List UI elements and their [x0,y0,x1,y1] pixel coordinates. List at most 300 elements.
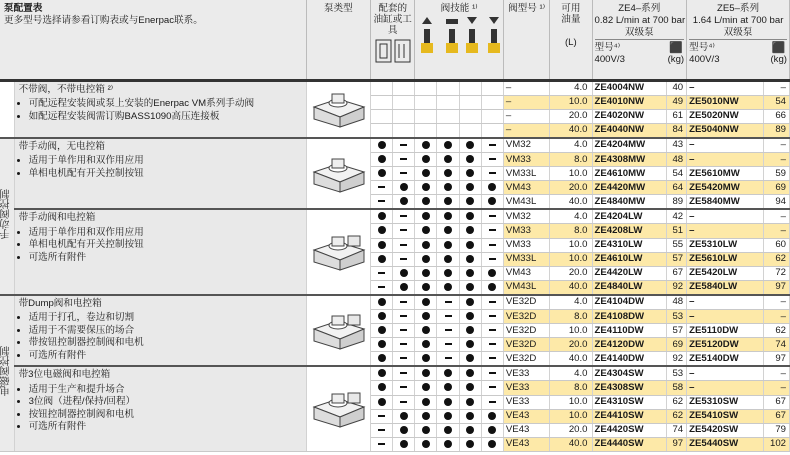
feature-cell [437,266,459,280]
not-available-dash [445,343,452,345]
ze4-model-cell: ZE4010NW [592,95,667,109]
feature-cell [437,409,459,423]
feature-cell [437,252,459,266]
feature-cell [371,324,393,338]
valve-model-cell: VM33L [503,252,549,266]
ze4-model-cell: ZE4040NW [592,123,667,138]
available-dot [444,440,452,448]
oil-capacity-cell: 4.0 [550,138,592,153]
ze5-weight-cell: – [763,366,789,381]
feature-cell [481,152,503,166]
ze5-weight-cell: 79 [763,423,789,437]
ze4-model-cell: ZE4104DW [592,295,667,310]
pump-illustration [310,154,366,194]
feature-cell [415,238,437,252]
oil-capacity-cell: 8.0 [550,310,592,324]
feature-cell [437,123,459,138]
ze5-model-cell: ZE5840MW [687,195,764,210]
not-available-dash [378,186,385,188]
available-dot [400,426,408,434]
available-dot [422,312,430,320]
oil-capacity-cell: 8.0 [550,224,592,238]
feature-cell [437,224,459,238]
available-dot [378,226,386,234]
feature-bullet: • 可选所有附件 [29,350,302,363]
not-available-dash [445,357,452,359]
feature-cell [459,167,481,181]
feature-cell [371,224,393,238]
not-available-dash [400,244,407,246]
side-label-manual: 手动阀控制 [0,138,14,295]
oil-capacity-cell: 4.0 [550,366,592,381]
oil-capacity-cell: 40.0 [550,437,592,451]
available-dot [422,398,430,406]
available-dot [378,141,386,149]
oil-capacity-cell: 10.0 [550,395,592,409]
valve-model-cell: VM43L [503,280,549,295]
not-available-dash [489,343,496,345]
ze5-model-cell: ZE5310LW [687,238,764,252]
available-dot [466,298,474,306]
ze5-model-cell: – [687,209,764,224]
not-available-dash [400,144,407,146]
feature-cell [393,181,415,195]
ze5-model-cell: – [687,152,764,166]
feature-cell [415,80,437,95]
ze5-model-cell: ZE5020NW [687,109,764,123]
feature-cell [459,381,481,395]
not-available-dash [489,215,496,217]
ze4-weight-cell: 64 [667,181,687,195]
table-header-title [0,0,306,80]
feature-cell [393,138,415,153]
not-available-dash [489,258,496,260]
available-dot [466,383,474,391]
feature-cell [459,138,481,153]
not-available-dash [445,301,452,303]
feature-cell [437,324,459,338]
ze5-model-cell: ZE5420SW [687,423,764,437]
available-dot [378,298,386,306]
feature-cell [481,280,503,295]
ze5-weight-cell: 102 [763,437,789,451]
feature-cell [481,324,503,338]
feature-cell [393,152,415,166]
feature-cell [393,80,415,95]
ze4-weight-cell: 62 [667,395,687,409]
ze4-model-cell: ZE4140DW [592,352,667,367]
ze4-model-cell: ZE4110DW [592,324,667,338]
available-dot [466,212,474,220]
pump-illustration [310,389,366,429]
feature-cell [481,238,503,252]
available-dot [378,312,386,320]
not-available-dash [400,401,407,403]
ze4-weight-cell: 74 [667,423,687,437]
cylinder-header: 配套的 油缸或工具 [371,0,415,80]
feature-bullet: • 适用于生产和提升场合 [29,384,302,397]
feature-cell [371,295,393,310]
feature-cell [459,181,481,195]
not-available-dash [400,229,407,231]
available-dot [422,426,430,434]
feature-bullet: • 单相电机配有开关控制按钮 [29,239,302,252]
feature-cell [437,95,459,109]
feature-cell [437,167,459,181]
ze4-weight-cell: 97 [667,437,687,451]
ze4-weight-cell: 48 [667,295,687,310]
available-dot [378,398,386,406]
available-dot [466,412,474,420]
available-dot [466,141,474,149]
group-title: 不带阀，不带电控箱 ²⁾ [18,83,114,95]
feature-cell [459,95,481,109]
available-dot [466,426,474,434]
available-dot [488,412,496,420]
feature-cell [371,423,393,437]
feature-cell [437,209,459,224]
not-available-dash [489,401,496,403]
not-available-dash [378,200,385,202]
available-dot [422,212,430,220]
ze5-model-cell: ZE5840LW [687,280,764,295]
oil-capacity-cell: 10.0 [550,409,592,423]
ze5-model-cell: – [687,381,764,395]
feature-cell [459,238,481,252]
available-dot [422,197,430,205]
available-dot [422,354,430,362]
ze4-weight-cell: 57 [667,324,687,338]
feature-cell [459,280,481,295]
available-dot [422,283,430,291]
feature-bullet: • 适用于单作用和双作用应用 [29,155,302,168]
not-available-dash [400,258,407,260]
available-dot [422,440,430,448]
available-dot [444,183,452,191]
feature-cell [393,295,415,310]
ze5-weight-cell: 97 [763,280,789,295]
feature-bullet: • 3位阀（进程/保持/回程） [29,396,302,409]
available-dot [444,255,452,263]
valve-model-cell: VM33 [503,224,549,238]
available-dot [444,426,452,434]
ze5-weight-cell: 69 [763,181,789,195]
feature-cell [371,152,393,166]
pump-illustration [310,89,366,129]
available-dot [444,269,452,277]
feature-cell [437,395,459,409]
oil-capacity-header: 可用 油量 (L) [550,0,592,80]
pump-image-cell [306,295,370,366]
ze5-model-cell: ZE5120DW [687,338,764,352]
valve-function-icons [417,15,503,59]
ze5-weight-cell: 89 [763,123,789,138]
available-dot [422,141,430,149]
feature-cell [437,310,459,324]
not-available-dash [400,386,407,388]
ze4-model-cell: ZE4004NW [592,80,667,95]
not-available-dash [489,329,496,331]
feature-cell [459,437,481,451]
side-blank [0,80,14,138]
available-dot [444,212,452,220]
feature-cell [459,395,481,409]
feature-cell [459,123,481,138]
ze4-weight-cell: 53 [667,310,687,324]
ze5-model-cell: – [687,366,764,381]
available-dot [422,241,430,249]
group-title: 带手动阀和电控箱 [18,212,96,224]
feature-cell [481,252,503,266]
not-available-dash [400,343,407,345]
valve-model-cell: VE32D [503,338,549,352]
available-dot [444,226,452,234]
group-description [14,80,306,138]
oil-capacity-cell: 10.0 [550,252,592,266]
available-dot [466,197,474,205]
feature-cell [393,324,415,338]
available-dot [466,398,474,406]
available-dot [466,283,474,291]
available-dot [444,383,452,391]
valve-model-cell: – [503,123,549,138]
feature-cell [393,252,415,266]
ze5-weight-cell: 62 [763,324,789,338]
feature-cell [437,381,459,395]
feature-cell [393,366,415,381]
available-dot [488,197,496,205]
ze5-weight-cell: – [763,381,789,395]
available-dot [466,241,474,249]
cylinder-icons [373,36,413,66]
feature-cell [393,109,415,123]
ze5-weight-cell: 67 [763,409,789,423]
feature-cell [393,123,415,138]
ze5-weight-cell: 62 [763,252,789,266]
feature-cell [371,252,393,266]
available-dot [444,141,452,149]
feature-cell [393,195,415,210]
oil-capacity-cell: 10.0 [550,167,592,181]
ze4-series-header: ZE4–系列 0.82 L/min at 700 bar 双级泵 型号⁴⁾ 400V/3 ⬛ (kg) [592,0,687,80]
feature-cell [459,310,481,324]
oil-capacity-cell: 20.0 [550,109,592,123]
feature-cell [481,80,503,95]
valve-model-cell: VE33 [503,381,549,395]
available-dot [378,383,386,391]
ze4-weight-cell: 84 [667,123,687,138]
not-available-dash [400,301,407,303]
ze4-model-cell: ZE4308MW [592,152,667,166]
ze4-model-cell: ZE4840MW [592,195,667,210]
ze4-weight-cell: 67 [667,266,687,280]
feature-cell [393,437,415,451]
available-dot [488,426,496,434]
group-description [14,138,306,209]
feature-cell [393,338,415,352]
available-dot [422,226,430,234]
feature-cell [393,167,415,181]
pump-image-cell [306,209,370,295]
weight-icon: ⬛ [771,42,786,54]
weight-icon: ⬛ [669,42,683,54]
feature-cell [459,252,481,266]
valve-function-header: 阀技能 ¹⁾ [415,0,504,80]
available-dot [466,169,474,177]
ze5-model-cell: – [687,295,764,310]
feature-cell [371,338,393,352]
feature-cell [371,209,393,224]
available-dot [422,255,430,263]
available-dot [422,183,430,191]
pump-image-cell [306,80,370,138]
ze5-model-cell: ZE5420LW [687,266,764,280]
valve-model-cell: VE33 [503,366,549,381]
feature-cell [481,381,503,395]
ze4-weight-cell: 69 [667,338,687,352]
feature-cell [415,366,437,381]
not-available-dash [489,172,496,174]
feature-cell [459,295,481,310]
ze5-weight-cell: 54 [763,95,789,109]
feature-cell [393,409,415,423]
feature-cell [393,423,415,437]
feature-cell [437,181,459,195]
feature-cell [415,95,437,109]
available-dot [378,354,386,362]
feature-cell [437,295,459,310]
feature-cell [393,395,415,409]
feature-cell [481,295,503,310]
not-available-dash [489,301,496,303]
feature-cell [437,238,459,252]
ze4-weight-cell: 49 [667,95,687,109]
table-body [0,80,790,451]
not-available-dash [400,329,407,331]
feature-cell [415,266,437,280]
available-dot [488,183,496,191]
feature-bullet: • 单相电机配有开关控制按钮 [29,168,302,181]
valve-model-cell: VM33L [503,167,549,181]
group-title: 带手动阀，无电控箱 [18,140,105,152]
oil-capacity-cell: 8.0 [550,381,592,395]
feature-cell [437,109,459,123]
feature-cell [415,310,437,324]
ze5-model-cell: ZE5110DW [687,324,764,338]
ze5-series-header: ZE5–系列 1.64 L/min at 700 bar 双级泵 型号⁴⁾ 400V/3 ⬛ (kg) [687,0,790,80]
group-description [14,209,306,295]
ze5-weight-cell: 66 [763,109,789,123]
feature-cell [437,352,459,367]
oil-capacity-cell: 4.0 [550,209,592,224]
oil-capacity-cell: 10.0 [550,95,592,109]
not-available-dash [400,172,407,174]
valve-model-cell: – [503,109,549,123]
ze5-model-cell: – [687,224,764,238]
available-dot [422,298,430,306]
ze5-weight-cell: 72 [763,266,789,280]
ze5-model-cell: ZE5140DW [687,352,764,367]
available-dot [422,340,430,348]
feature-cell [481,423,503,437]
feature-cell [393,266,415,280]
available-dot [422,412,430,420]
not-available-dash [445,329,452,331]
feature-cell [415,224,437,238]
ze4-model-cell: ZE4120DW [592,338,667,352]
table-row [0,366,790,381]
feature-cell [459,338,481,352]
valve-model-cell: VE33 [503,395,549,409]
feature-cell [371,409,393,423]
feature-cell [481,181,503,195]
feature-cell [393,280,415,295]
feature-cell [481,109,503,123]
ze4-model-cell: ZE4420MW [592,181,667,195]
available-dot [444,369,452,377]
feature-bullet: • 可选所有附件 [29,252,302,265]
available-dot [400,183,408,191]
feature-cell [459,266,481,280]
valve-model-cell: VE43 [503,423,549,437]
not-available-dash [378,429,385,431]
ze4-model-cell: ZE4204LW [592,209,667,224]
feature-cell [459,152,481,166]
feature-cell [481,209,503,224]
feature-cell [371,167,393,181]
ze4-weight-cell: 54 [667,167,687,181]
available-dot [378,169,386,177]
feature-cell [371,366,393,381]
available-dot [422,269,430,277]
feature-cell [415,295,437,310]
feature-cell [459,224,481,238]
feature-cell [437,423,459,437]
pump-illustration [310,311,366,351]
feature-cell [415,209,437,224]
feature-cell [371,381,393,395]
ze5-model-cell: ZE5440SW [687,437,764,451]
feature-cell [393,352,415,367]
available-dot [422,169,430,177]
ze4-weight-cell: 42 [667,209,687,224]
feature-cell [415,437,437,451]
ze4-model-cell: ZE4420SW [592,423,667,437]
available-dot [422,326,430,334]
ze4-weight-cell: 57 [667,252,687,266]
available-dot [466,269,474,277]
ze5-model-cell: – [687,138,764,153]
available-dot [488,283,496,291]
feature-cell [415,423,437,437]
available-dot [378,340,386,348]
not-available-dash [378,415,385,417]
valve-model-cell: VE43 [503,437,549,451]
ze4-model-cell: ZE4840LW [592,280,667,295]
available-dot [444,169,452,177]
feature-cell [415,109,437,123]
available-dot [444,197,452,205]
feature-cell [481,138,503,153]
ze5-weight-cell: 67 [763,395,789,409]
available-dot [400,412,408,420]
feature-bullet: • 如配远程安装阀需订购BASS1090高压连接板 [29,111,302,124]
group-title: 带3位电磁阀和电控箱 [18,369,111,381]
available-dot [466,312,474,320]
not-available-dash [378,286,385,288]
oil-capacity-cell: 40.0 [550,352,592,367]
available-dot [378,255,386,263]
